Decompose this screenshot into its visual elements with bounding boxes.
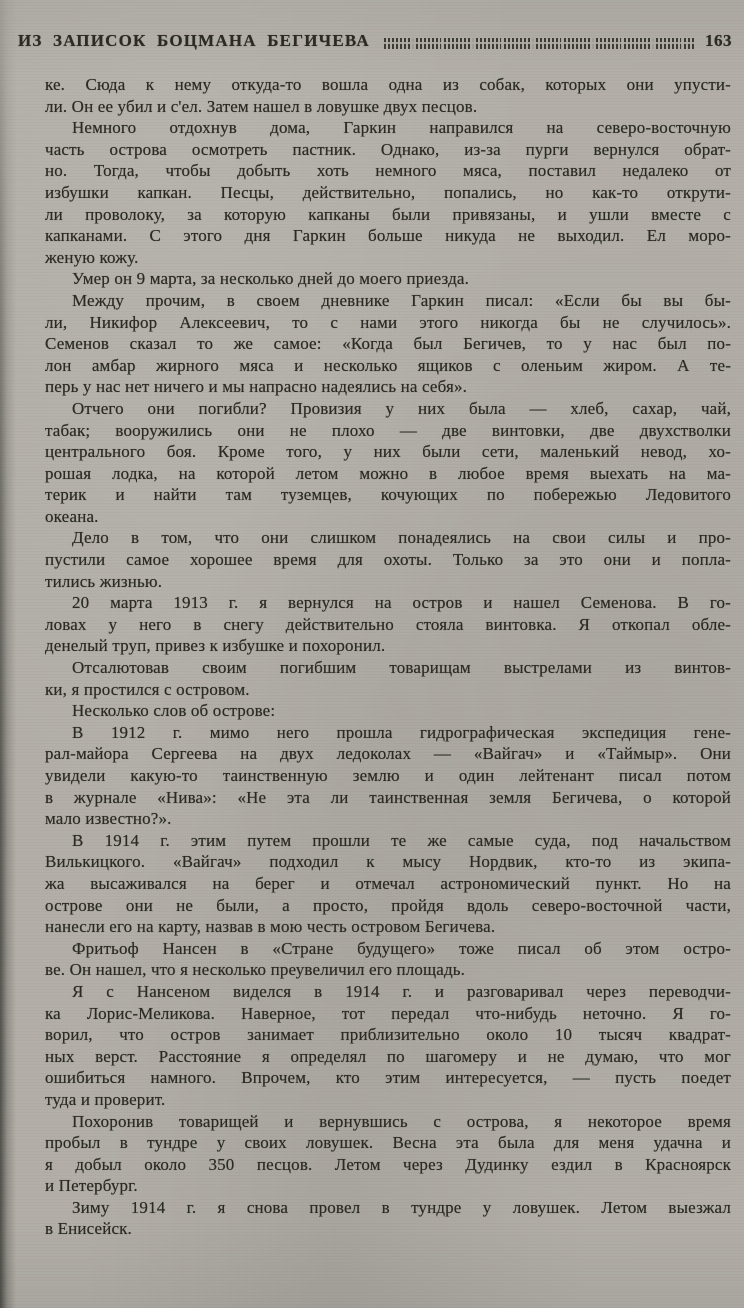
text-line: Отсалютовав своим погибшим товарищам выстрелами из винтов-: [72, 658, 731, 678]
page-header: [0, 0, 744, 54]
text-line: Между прочим, в своем дневнике Гаркин писал: «Если бы вы бы-: [72, 290, 731, 310]
text-line: капканами. С этого дня Гаркин больше никуда не выходил. Ел моро-: [45, 226, 731, 246]
paragraph: [45, 938, 731, 981]
text-line: ки, я простился с островом.: [45, 679, 250, 699]
text-line: в Енисейск.: [45, 1219, 132, 1239]
text-line: денелый труп, привез к избушке и похоронил.: [45, 636, 386, 656]
paragraph: [45, 1197, 731, 1240]
paragraph: [45, 290, 731, 398]
text-line: но. Тогда, чтобы добыть хоть немного мяса, поставил недалеко от: [45, 161, 731, 181]
text-line: Семенов сказал то же самое: «Когда был Бегичев, то у нас был по-: [45, 334, 731, 354]
paragraph: [45, 981, 731, 1111]
text-line: избушки капкан. Песцы, действительно, попались, но как-то открути-: [45, 182, 731, 202]
text-line: пробыл в тундре у своих ловушек. Весна эта была для меня удачна и: [45, 1133, 731, 1153]
text-line: Отчего они погибли? Провизия у них была — хлеб, сахар, чай,: [72, 398, 731, 418]
text-line: Умер он 9 марта, за несколько дней до моего приезда.: [72, 269, 469, 289]
text-line: пустили самое хорошее время для охоты. Только за это они и попла-: [45, 550, 731, 570]
text-line: рошая лодка, на которой летом можно в любое время выехать на ма-: [45, 463, 731, 483]
paragraph: [45, 117, 731, 268]
text-line: ловах у него в снегу действительно стояла винтовка. Я откопал обле-: [45, 614, 731, 634]
paragraph: [45, 830, 731, 938]
text-line: я добыл около 350 песцов. Летом через Дудинку ездил в Красноярск: [45, 1154, 731, 1174]
page-number: 163: [705, 31, 732, 50]
text-line: ворил, что остров занимает приблизительно около 10 тысяч квадрат-: [45, 1025, 731, 1045]
text-line: перь у нас нет ничего и мы напрасно надеялись на себя».: [45, 377, 468, 397]
running-title: ИЗ ЗАПИСОК БОЦМАНА БЕГИЧЕВА: [18, 31, 370, 50]
text-line: ошибиться намного. Впрочем, кто этим интересуется, — пусть поедет: [45, 1068, 731, 1088]
text-line: мало известно?».: [45, 809, 172, 829]
text-line: Фритьоф Нансен в «Стране будущего» тоже писал об этом остро-: [72, 938, 731, 958]
paragraph: [45, 398, 731, 528]
text-line: ли. Он ее убил и с'ел. Затем нашел в ловушке двух песцов.: [45, 96, 478, 116]
text-line: увидели какую-то таинственную землю и один лейтенант писал потом: [45, 766, 731, 785]
text-line: Я с Нансеном виделся в 1914 г. и разговаривал через переводчи-: [72, 981, 731, 1001]
text-line: Несколько слов об острове:: [72, 701, 276, 721]
text-line: часть острова осмотреть пастник. Однако, из-за пурги вернулся обрат-: [45, 139, 731, 159]
page-body: [0, 54, 744, 1240]
text-line: ных верст. Расстояние я определял по шагомеру и не думаю, что мог: [45, 1046, 731, 1066]
paragraph: [45, 592, 731, 657]
paragraph: [45, 74, 731, 117]
text-line: туда и проверит.: [45, 1089, 166, 1109]
text-line: ве. Он нашел, что я несколько преувеличил его площадь.: [45, 960, 466, 980]
text-line: нанесли его на карту, назвав в мою честь островом Бегичева.: [45, 917, 496, 937]
text-line: тились жизнью.: [45, 571, 163, 591]
text-line: терик и найти там туземцев, кочующих по побережью Ледовитого: [45, 485, 731, 505]
paragraph: [45, 1111, 731, 1197]
text-line: ли, Никифор Алексеевич, то с нами этого никогда бы не случилось».: [45, 312, 731, 332]
scan-gutter-shadow: [0, 0, 16, 1308]
decorative-rule: [384, 38, 695, 49]
paragraph: [45, 268, 731, 290]
text-line: в журнале «Нива»: «Не эта ли таинственная земля Бегичева, о которой: [45, 787, 731, 807]
text-line: 20 марта 1913 г. я вернулся на остров и нашел Семенова. В го-: [72, 593, 731, 613]
text-line: ке. Сюда к нему откуда-то вошла одна из собак, которых они упусти-: [45, 75, 731, 94]
text-line: рал-майора Сергеева на двух ледоколах — «Вайгач» и «Таймыр». Они: [45, 744, 731, 764]
paragraph: [45, 657, 731, 700]
text-line: В 1914 г. этим путем прошли те же самые суда, под начальством: [72, 830, 731, 850]
text-line: Похоронив товарищей и вернувшись с острова, я некоторое время: [72, 1111, 731, 1131]
text-line: женую кожу.: [45, 247, 139, 267]
text-line: Зиму 1914 г. я снова провел в тундре у ловушек. Летом выезжал: [72, 1197, 731, 1217]
text-line: ли проволоку, за которую капканы были привязаны, и ушли вместе с: [45, 204, 731, 224]
text-line: В 1912 г. мимо него прошла гидрографическая экспедиция гене-: [72, 722, 731, 742]
text-line: Дело в том, что они слишком понадеялись на свои силы и про-: [72, 528, 731, 548]
text-line: ка Лорис-Меликова. Наверное, тот передал что-нибудь неточно. Я го-: [45, 1003, 731, 1023]
paragraph: [45, 700, 731, 722]
text-line: и Петербург.: [45, 1176, 138, 1196]
text-line: табак; вооружились они не плохо — две винтовки, две двухстволки: [45, 420, 731, 440]
text-line: Немного отдохнув дома, Гаркин направился на северо-восточную: [72, 118, 731, 138]
text-line: океана.: [45, 506, 99, 526]
text-line: Вилькицкого. «Вайгач» подходил к мысу Нордвик, кто-то из экипа-: [45, 852, 731, 872]
text-line: лон амбар жирного мяса и несколько ящиков с оленьим жиром. А те-: [45, 355, 731, 375]
paragraph: [45, 527, 731, 592]
text-line: острове они не были, а просто, пройдя вдоль северо-восточной части,: [45, 895, 731, 915]
text-line: центрального боя. Кроме того, у них были сети, маленький невод, хо-: [45, 442, 731, 462]
text-line: жа высаживался на берег и отмечал астрономический пункт. Но на: [45, 873, 731, 893]
paragraph: [45, 722, 731, 830]
